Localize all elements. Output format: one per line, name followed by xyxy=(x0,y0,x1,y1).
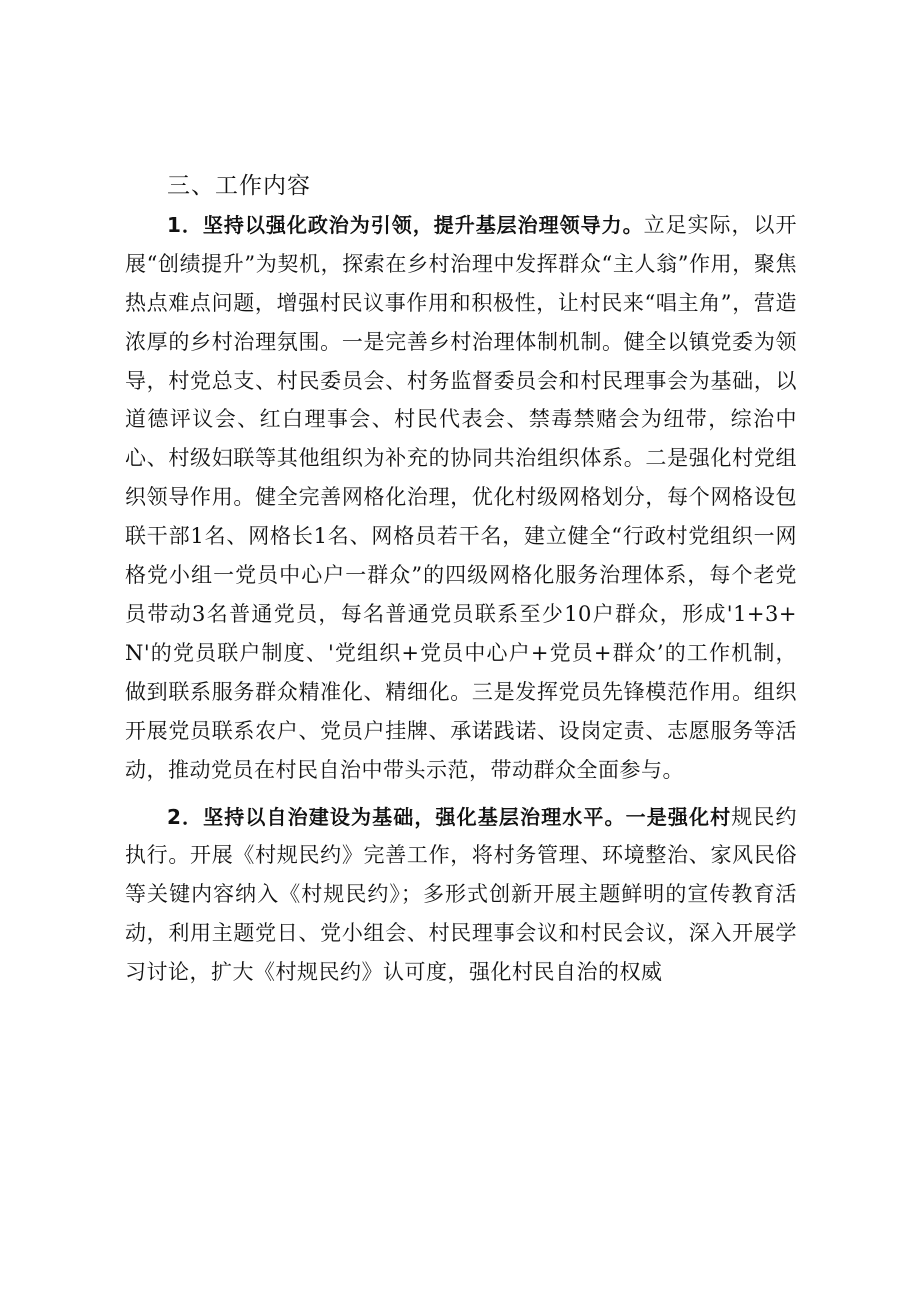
section-heading: 三、工作内容 xyxy=(167,173,311,199)
paragraph-2-body: 规民约执行。开展《村规民约》完善工作，将村务管理、环境整治、家风民俗等关键内容纳入《村规民约》；多形式创新开展主题鲜明的宣传教育活动，利用主题党日、党小组会、村民理事会议和村民会议，深入开展学习讨论，扩大《村规民约》认可度，强化村民自治的权威 xyxy=(125,804,797,985)
paragraph-2-lead: 2．坚持以自治建设为基础，强化基层治理水平。一是强化村 xyxy=(167,804,732,829)
document-body xyxy=(125,167,797,992)
paragraph-1-lead: 1．坚持以强化政治为引领，提升基层治理领导力。 xyxy=(167,212,644,237)
paragraph-1-body: 立足实际，以开展“创绩提升”为契机，探索在乡村治理中发挥群众“主人翁”作用，聚焦热点难点问题，增强村民议事作用和积极性，让村民来“唱主角”，营造浓厚的乡村治理氛围。一是完善乡村治理体制机制。健全以镇党委为领导，村党总支、村民委员会、村务监督委员会和村民理事会为基础，以道德评议会、红白理事会、村民代表会、禁毒禁赌会为纽带，综治中心、村级妇联等其他组织为补充的协同共治组织体系。二是强化村党组织领导作用。健全完善网格化治理，优化村级网格划分，每个网格设包联干部1名、网格长1名、网格员若干名，建立健全“行政村党组织一网格党小组一党员中心户一群众”的四级网格化服务治理体系，每个老党员带动3名普通党员，每名普通党员联系至少10户群众，形成'1+3+N'的党员联户制度、'党组织+党员中心户+党员+群众’的工作机制，做到联系服务群众精准化、精细化。三是发挥党员先锋模范作用。组织开展党员联系农户、党员户挂牌、承诺践诺、设岗定责、志愿服务等活动，推动党员在村民自治中带头示范，带动群众全面参与。 xyxy=(125,212,798,782)
paragraph-2 xyxy=(125,798,797,993)
paragraph-1 xyxy=(125,206,797,790)
